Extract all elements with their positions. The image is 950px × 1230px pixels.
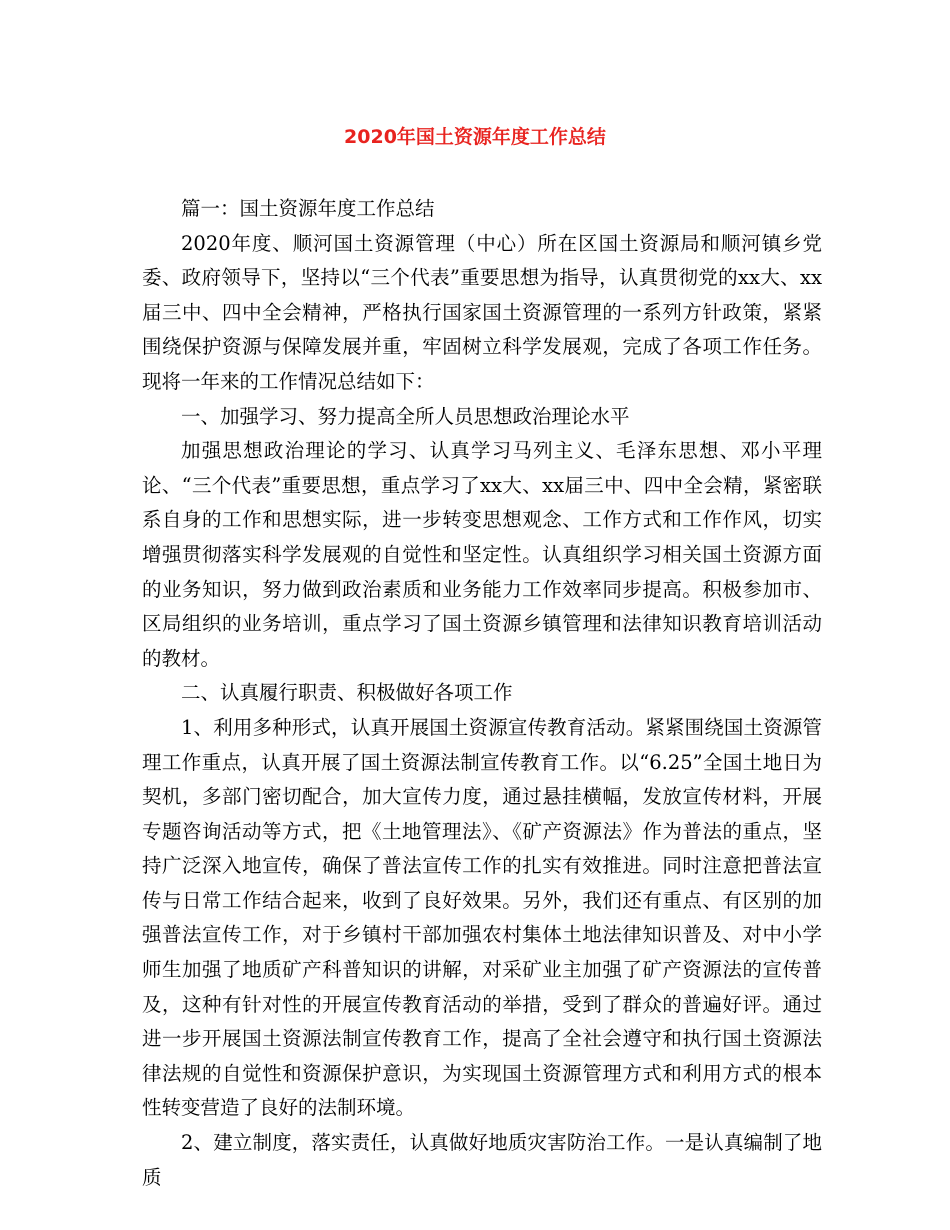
section-heading-duties: 二、认真履行职责、积极做好各项工作 (181, 681, 513, 705)
section-heading-part-one: 篇一：国土资源年度工作总结 (181, 197, 435, 220)
intro-paragraph: 2020年度、顺河国土资源管理（中心）所在区国土资源局和顺河镇乡党委、政府领导下，坚持以“三个代表”重要思想为指导，认真贯彻党的xx大、xx届三中、四中全会精神，严格执行国家国土资源管理的一系列方针政策，紧紧围绕保护资源与保障发展并重，牢固树立科学发展观，完成了各项工作任务。现将一年来的工作情况总结如下： (142, 231, 822, 393)
publicity-paragraph: 1、利用多种形式，认真开展国土资源宣传教育活动。紧紧围绕国土资源管理工作重点，认真开展了国土资源法制宣传教育工作。以“6.25”全国土地日为契机，多部门密切配合，加大宣传力度，通过悬挂横幅，发放宣传材料，开展专题咨询活动等方式，把《土地管理法》、《矿产资源法》作为普法的重点，坚持广泛深入地宣传，确保了普法宣传工作的扎实有效推进。同时注意把普法宣传与日常工作结合起来，收到了良好效果。另外，我们还有重点、有区别的加强普法宣传工作，对于乡镇村干部加强农村集体土地法律知识普及、对中小学师生加强了地质矿产科普知识的讲解，对采矿业主加强了矿产资源法的宣传普及，这种有针对性的开展宣传教育活动的举措，受到了群众的普遍好评。通过进一步开展国土资源法制宣传教育工作，提高了全社会遵守和执行国土资源法律法规的自觉性和资源保护意识，为实现国土资源管理方式和利用方式的根本性转变营造了良好的法制环境。 (142, 715, 822, 1120)
disaster-prevention-paragraph: 2、建立制度，落实责任，认真做好地质灾害防治工作。一是认真编制了地质 (142, 1131, 822, 1189)
study-paragraph: 加强思想政治理论的学习、认真学习马列主义、毛泽东思想、邓小平理论、“三个代表”重要思想，重点学习了xx大、xx届三中、四中全会精，紧密联系自身的工作和思想实际，进一步转变思想观念、工作方式和工作作风，切实增强贯彻落实科学发展观的自觉性和坚定性。认真组织学习相关国土资源方面的业务知识，努力做到政治素质和业务能力工作效率同步提高。积极参加市、区局组织的业务培训，重点学习了国土资源乡镇管理和法律知识教育培训活动的教材。 (142, 439, 822, 670)
document-body (142, 192, 822, 1195)
page-title: 2020年国土资源年度工作总结 (344, 126, 606, 148)
section-heading-study: 一、加强学习、努力提高全所人员思想政治理论水平 (181, 404, 630, 428)
